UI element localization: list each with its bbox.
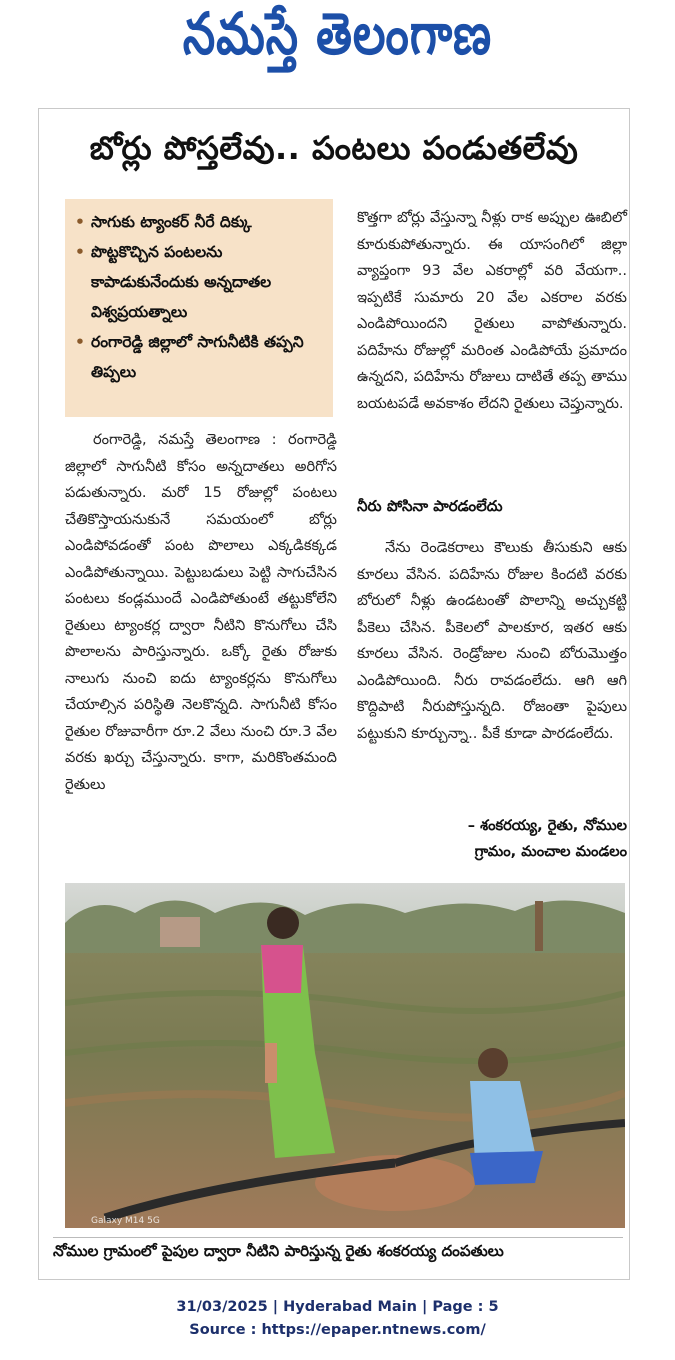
page-footer	[0, 1296, 675, 1342]
body-paragraph: కొత్తగా బోర్లు వేస్తున్నా నీళ్లు రాక అప్పుల ఊబిలో కూరుకుపోతున్నారు. ఈ యాసంగిలో జిల్లా వ్యాప్తంగా 93 వేల ఎకరాల్లో వరి వేయగా.. ఇప్పటికే సుమారు 20 వేల ఎకరాల వరకు ఎండిపోయిందని రైతులు వాపోతున్నారు. పదిహేను రోజుల్లో మరింత ఎండిపోయే ప్రమాదం ఉన్నదని, పదిహేను రోజులు దాటితే తప్ప తాము బయటపడే అవకాశం లేదని రైతులు చెప్తున్నారు.	[357, 209, 627, 412]
article-clipping	[38, 108, 630, 1280]
highlight-item: • పొట్టకొచ్చిన పంటలను కాపాడుకునేందుకు అన్నదాతల విశ్వప్రయత్నాలు	[75, 237, 323, 327]
masthead-title: నమస్తే తెలంగాణ	[182, 0, 493, 68]
highlights-box	[65, 199, 333, 417]
news-photo	[65, 883, 625, 1228]
footer-source: Source : https://epaper.ntnews.com/	[189, 1322, 486, 1338]
photo-watermark: Galaxy M14 5G	[91, 1216, 160, 1226]
quote-attribution: – శంకరయ్య, రైతు, నోముల గ్రామం, మంచాల మండలం	[467, 817, 627, 860]
article-headline: బోర్లు పోస్తలేవు.. పంటలు పండుతలేవు	[89, 129, 579, 167]
bullet-icon: •	[75, 213, 85, 231]
bullet-icon: •	[75, 243, 85, 261]
article-column-2	[357, 205, 627, 417]
footer-date-edition: 31/03/2025 | Hyderabad Main | Page : 5	[176, 1299, 499, 1315]
masthead	[0, 0, 675, 92]
subheading: నీరు పోసినా పారడంలేదు	[357, 497, 503, 515]
quote-paragraph: నేను రెండెకరాలు కౌలుకు తీసుకుని ఆకు కూరలు వేసిన. పదిహేను రోజుల కిందటి వరకు బోరులో నీళ్లు ఉండటంతో పొలాన్ని అచ్చుకట్టి పీకెలు చేసిన. పీకెలలో పాలకూర, ఇతర ఆకు కూరలు వేసిన. రెండ్రోజుల నుంచి బోరుమొత్తం ఎండిపోయింది. నీరు రావడంలేదు. ఆగి ఆగి కొద్దిపాటి నీరుపోస్తున్నది. రోజంతా పైపులు పట్టుకుని కూర్చున్నా.. పీకే కూడా పారడంలేదు.	[357, 539, 627, 742]
farmer-quote	[357, 535, 627, 747]
bullet-icon: •	[75, 333, 85, 351]
article-column-1	[65, 427, 337, 798]
farm-photo-illustration	[65, 883, 625, 1228]
highlight-item: • సాగుకు ట్యాంకర్ నీరే దిక్కు	[75, 207, 323, 237]
highlight-item: • రంగారెడ్డి జిల్లాలో సాగునీటికి తప్పని తిప్పలు	[75, 327, 323, 387]
photo-caption: నోముల గ్రామంలో పైపుల ద్వారా నీటిని పారిస్తున్న రైతు శంకరయ్య దంపతులు	[53, 1237, 623, 1264]
body-paragraph: రంగారెడ్డి, నమస్తే తెలంగాణ : రంగారెడ్డి జిల్లాలో సాగునీటి కోసం అన్నదాతలు అరిగోస పడుతున్నారు. మరో 15 రోజుల్లో పంటలు చేతికొస్తాయనుకునే సమయంలో బోర్లు ఎండిపోవడంతో పంట పొలాలు ఎక్కడికక్కడ ఎండిపోతున్నాయి. పెట్టుబడులు పెట్టి సాగుచేసిన పంటలు కండ్లముందే ఎండిపోతుంటే తట్టుకోలేని రైతులు ట్యాంకర్ల ద్వారా నీటిని కొనుగోలు చేసి పొలాలను పారిస్తున్నారు. ఒక్కో రైతు రోజుకు నాలుగు నుంచి ఐదు ట్యాంకర్లను కొనుగోలు చేయాల్సిన పరిస్థితి నెలకొన్నది. సాగునీటి కోసం రైతుల రోజువారీగా రూ.2 వేలు నుంచి రూ.3 వేల వరకు ఖర్చు చేస్తున్నారు. కాగా, మరికొంతమంది రైతులు	[65, 431, 337, 793]
